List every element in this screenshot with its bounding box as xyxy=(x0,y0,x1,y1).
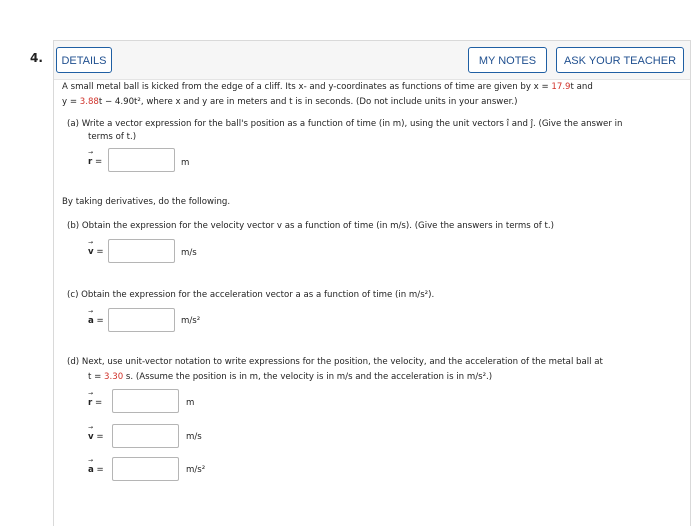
details-button[interactable]: DETAILS xyxy=(56,47,112,73)
position-vector-label: → r = xyxy=(88,157,102,167)
x-coefficient: 17.9 xyxy=(551,82,571,92)
y-coefficient: 3.88 xyxy=(79,97,99,107)
part-a-prompt-line-2: terms of t.) xyxy=(88,132,137,142)
problem-intro-line-1: A small metal ball is kicked from the edge of a cliff. Its x- and y-coordinates as functions of time are given by x = 17.9t and xyxy=(62,82,593,92)
position-answer-input[interactable] xyxy=(108,148,175,172)
part-b-prompt: (b) Obtain the expression for the velocity vector v as a function of time (in m/s). (Give the answers in terms of t.) xyxy=(67,221,554,231)
problem-intro-line-2: y = 3.88t − 4.90t², where x and y are in meters and t is in seconds. (Do not include units in your answer.) xyxy=(62,97,518,107)
part-d-prompt-line-2: t = 3.30 s. (Assume the position is in m, the velocity is in m/s and the acceleration is in m/s².) xyxy=(88,372,493,382)
question-card xyxy=(53,40,691,526)
time-value: 3.30 xyxy=(104,372,124,382)
acceleration-at-t-label: → a = xyxy=(88,465,104,475)
acceleration-at-t-input[interactable] xyxy=(112,457,179,481)
position-at-t-input[interactable] xyxy=(112,389,179,413)
velocity-at-t-unit: m/s xyxy=(186,432,202,442)
velocity-at-t-input[interactable] xyxy=(112,424,179,448)
acceleration-vector-label: → a = xyxy=(88,316,104,326)
question-number: 4. xyxy=(30,51,43,65)
acceleration-unit: m/s² xyxy=(181,316,201,326)
velocity-at-t-label: → v = xyxy=(88,432,104,442)
position-at-t-label: → r = xyxy=(88,398,102,408)
part-a-prompt-line-1: (a) Write a vector expression for the ball's position as a function of time (in m), using the unit vectors î and ĵ. (Give the answer in xyxy=(67,119,623,129)
acceleration-at-t-unit: m/s² xyxy=(186,465,206,475)
part-d-prompt-line-1: (d) Next, use unit-vector notation to write expressions for the position, the velocity, and the acceleration of the metal ball at xyxy=(67,357,603,367)
velocity-unit: m/s xyxy=(181,248,197,258)
velocity-vector-label: → v = xyxy=(88,247,104,257)
position-unit: m xyxy=(181,158,190,168)
question-toolbar xyxy=(54,41,690,80)
part-c-prompt: (c) Obtain the expression for the acceleration vector a as a function of time (in m/s²). xyxy=(67,290,435,300)
acceleration-answer-input[interactable] xyxy=(108,308,175,332)
derivatives-note: By taking derivatives, do the following. xyxy=(62,197,231,207)
velocity-answer-input[interactable] xyxy=(108,239,175,263)
ask-your-teacher-button[interactable]: ASK YOUR TEACHER xyxy=(556,47,684,73)
my-notes-button[interactable]: MY NOTES xyxy=(468,47,547,73)
position-at-t-unit: m xyxy=(186,398,195,408)
